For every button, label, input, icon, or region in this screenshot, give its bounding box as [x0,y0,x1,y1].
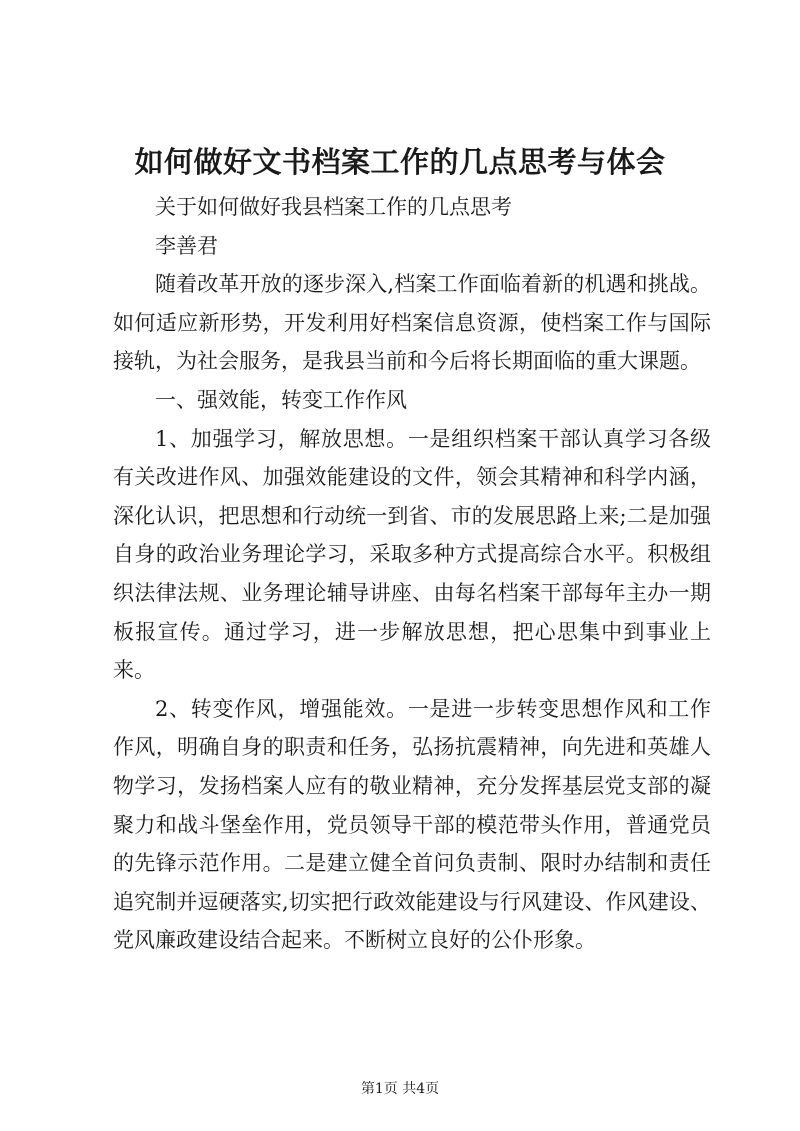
section-heading: 一、强效能，转变工作作风 [155,387,407,412]
intro-paragraph: 随着改革开放的逐步深入,档案工作面临着新的机遇和挑战。如何适应新形势，开发利用好档案信息资源，使档案工作与国际接轨，为社会服务，是我县当前和今后将长期面临的重大课题。 [113,272,711,374]
author-paragraph: 李善君 [155,233,218,258]
document-title: 如何做好文书档案工作的几点思考与体会 [134,145,666,179]
body-paragraph-1: 1、加强学习，解放思想。一是组织档案干部认真学习各级有关改进作风、加强效能建设的文件，领会其精神和科学内涵，深化认识，把思想和行动统一到省、市的发展思路上来;二是加强自身的政治业务理论学习，采取多种方式提高综合水平。积极组织法律法规、业务理论辅导讲座、由每名档案干部每年主办一期板报宣传。通过学习，进一步解放思想，把心思集中到事业上来。 [113,426,711,683]
subtitle-paragraph: 关于如何做好我县档案工作的几点思考 [155,195,512,219]
body-paragraph-2: 2、转变作风，增强能效。一是进一步转变思想作风和工作作风，明确自身的职责和任务，弘扬抗震精神，向先进和英雄人物学习，发扬档案人应有的敬业精神，充分发挥基层党支部的凝聚力和战斗堡垒作用，党员领导干部的模范带头作用，普通党员的先锋示范作用。二是建立健全首问负责制、限时办结制和责任追究制并逗硬落实,切实把行政效能建设与行风建设、作风建设、党风廉政建设结合起来。不断树立良好的公仆形象。 [113,696,711,953]
page-footer: 第1页 共4页 [360,1081,440,1097]
document-body [113,188,711,960]
